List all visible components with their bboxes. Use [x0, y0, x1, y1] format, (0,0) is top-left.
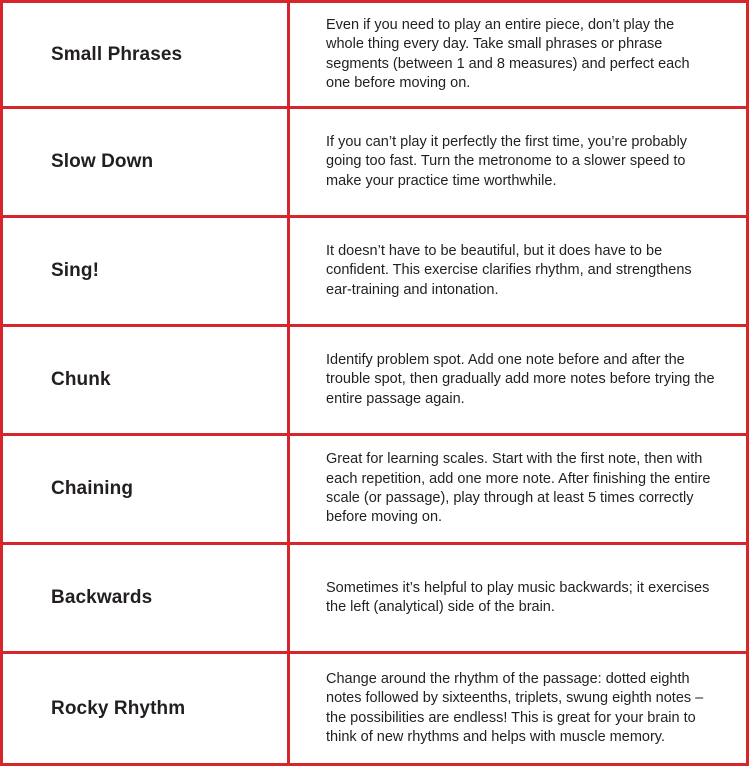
technique-description: Identify problem spot. Add one note before and after the trouble spot, then gradually add more notes before trying the entire passage again. [289, 326, 748, 435]
technique-name: Sing! [2, 217, 289, 326]
technique-description: It doesn’t have to be beautiful, but it does have to be confident. This exercise clarifies rhythm, and strengthens ear-training and intonation. [289, 217, 748, 326]
technique-name: Backwards [2, 544, 289, 653]
technique-name: Rocky Rhythm [2, 653, 289, 765]
technique-description: Even if you need to play an entire piece, don’t play the whole thing every day. Take small phrases or phrase segments (between 1 and 8 measures) and perfect each one before moving on. [289, 2, 748, 108]
table-row [2, 435, 748, 544]
technique-description: If you can’t play it perfectly the first time, you’re probably going too fast. Turn the metronome to a slower speed to make your practice time worthwhile. [289, 108, 748, 217]
table-row [2, 544, 748, 653]
table-row [2, 326, 748, 435]
technique-name: Chaining [2, 435, 289, 544]
table-row [2, 2, 748, 108]
technique-description: Sometimes it’s helpful to play music backwards; it exercises the left (analytical) side of the brain. [289, 544, 748, 653]
table-row [2, 217, 748, 326]
technique-name: Chunk [2, 326, 289, 435]
technique-name: Slow Down [2, 108, 289, 217]
technique-description: Great for learning scales. Start with the first note, then with each repetition, add one more note. After finishing the entire scale (or passage), play through at least 5 times correctly before moving on. [289, 435, 748, 544]
technique-description: Change around the rhythm of the passage: dotted eighth notes followed by sixteenths, triplets, swung eighth notes – the possibilities are endless! This is great for your brain to think of new rhythms and helps with muscle memory. [289, 653, 748, 765]
table-row [2, 653, 748, 765]
table-row [2, 108, 748, 217]
technique-name: Small Phrases [2, 2, 289, 108]
